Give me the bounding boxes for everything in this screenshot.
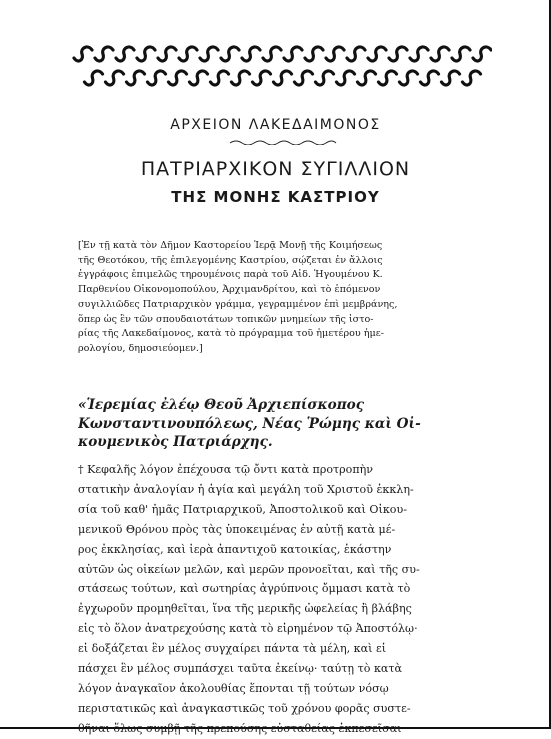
ornament-scroll [232, 71, 250, 85]
ornament-scroll [274, 71, 292, 85]
body-line: λόγον ἀναγκαῖον ἀκολουθίας ἕπονται τῇ τούτων νόσῳ [78, 681, 389, 695]
ornament-scroll [400, 71, 418, 85]
body-line: σία τοῦ καθ' ἡμᾶς Πατριαρχικοῦ, Ἀποστολικοῦ καὶ Οἰκου- [78, 502, 407, 516]
ornament-scroll [221, 47, 239, 61]
body-line: αὐτῶν ὡς οἰκείων μελῶν, καὶ μερῶν προνοεῖται, καὶ τῆς συ- [78, 562, 420, 576]
ornament-scroll [106, 71, 124, 85]
body-line: πάσχει ἓν μέλος συμπάσχει ταῦτα ἐκείνῳ· ταύτῃ τὸ κατὰ [78, 662, 402, 676]
heading-line: κουμενικὸς Πατριάρχης. [78, 434, 273, 450]
ornament-scroll [95, 47, 113, 61]
intro-line: ὅπερ ὡς ἓν τῶν σπουδαιοτάτων τοπικῶν μνημείων τῆς ἱστο- [78, 313, 374, 325]
intro-line: Παρθενίου Οἰκονομοπούλου, Ἀρχιμανδρίτου, καὶ τὸ ἑπόμενον [78, 284, 381, 296]
ornament-scroll [295, 71, 313, 85]
intro-line: συγιλλιῶδες Πατριαρχικὸν γράμμα, γεγραμμένον ἐπὶ μεμβράνης, [78, 298, 398, 310]
ornament-scroll [358, 71, 376, 85]
ornament-scroll [85, 71, 103, 85]
ornament-scroll [326, 47, 344, 61]
ornament-scroll [410, 47, 428, 61]
ornament-scroll [316, 71, 334, 85]
ornament-scroll [452, 47, 470, 61]
ornament-scroll [347, 47, 365, 61]
body-line: περιστατικῶς καὶ ἀναγκαστικῶς τοῦ χρόνου φορᾶς συστε- [78, 701, 411, 715]
ornament-scroll [211, 71, 229, 85]
ornament-scroll [284, 47, 302, 61]
intro-line: τῆς Θεοτόκου, τῆς ἐπιλεγομένης Καστρίου, σῴζεται ἐν ἄλλοις [78, 254, 383, 266]
heading-line: «Ἱερεμίας ἐλέῳ Θεοῦ Ἀρχιεπίσκοπος [78, 397, 364, 413]
ornament-scroll [242, 47, 260, 61]
decorative-ornament-band [72, 44, 492, 90]
ornament-scroll [442, 71, 460, 85]
ornament-scroll [463, 71, 481, 85]
document-title: ΠΑΤΡΙΑΡΧΙΚΟΝ ΣΥΓΙΛΛΙΟΝ [140, 158, 411, 180]
ornament-scroll [431, 47, 449, 61]
ornament-scroll [337, 71, 355, 85]
ornament-scroll [74, 47, 92, 61]
intro-line: ρολογίου, δημοσιεύομεν.] [78, 342, 203, 354]
body-line: θῆναι ὅλως συμβῇ τῆς πρεπούσης εὐσταθείας ἐκπεσεῖσαι [78, 721, 402, 735]
body-line: ρος ἐκκλησίας, καὶ ἱερὰ ἀπαντιχοῦ κατοικίας, ἑκάστην [78, 542, 392, 556]
ornament-scroll [253, 71, 271, 85]
ornament-scroll [148, 71, 166, 85]
ornament-scroll [169, 71, 187, 85]
intro-line: ρίας τῆς Λακεδαίμονος, κατὰ τὸ πρόγραμμα τοῦ ἡμετέρου ἡμε- [78, 328, 384, 340]
ornament-scroll [368, 47, 386, 61]
body-line: εἰ δοξάζεται ἓν μέλος συγχαίρει πάντα τὰ μέλη, καὶ εἰ [78, 642, 387, 656]
archive-title: ΑΡΧΕΙΟΝ ΛΑΚΕΔΑΙΜΟΝΟΣ [170, 117, 381, 133]
ornament-scroll [379, 71, 397, 85]
decorative-rule [228, 139, 338, 145]
ornament-scroll [158, 47, 176, 61]
ornament-scroll [389, 47, 407, 61]
intro-line: ἐγγράφοις ἐπιμελῶς τηρουμένοις παρὰ τοῦ Αἰδ. Ἡγουμένου Κ. [78, 269, 383, 281]
ornament-scroll [421, 71, 439, 85]
ornament-scroll [473, 47, 491, 61]
ornament-scroll [305, 47, 323, 61]
sigillion-body-text [78, 460, 478, 739]
ornament-scroll [263, 47, 281, 61]
body-line: μενικοῦ Θρόνου πρὸς τὰς ὑποκειμένας ἐν αὐτῇ κατὰ μέ- [78, 522, 396, 536]
ornament-scroll [200, 47, 218, 61]
intro-line: [Ἐν τῇ κατὰ τὸν Δῆμον Καστορείου Ἱερᾷ Μονῇ τῆς Κοιμήσεως [78, 240, 383, 251]
body-line: † Κεφαλῆς λόγον ἐπέχουσα τῷ ὄντι κατὰ προτροπὴν [78, 463, 374, 476]
body-line: στατικὴν ἀναλογίαν ἡ ἁγία καὶ μεγάλη τοῦ Χριστοῦ ἐκκλη- [78, 482, 414, 496]
ornament-scroll [137, 47, 155, 61]
ornament-scroll [116, 47, 134, 61]
ornament-scroll [127, 71, 145, 85]
introduction-paragraph [78, 239, 475, 357]
body-line: εἰς τὸ ὅλον ἀνατρεχούσης κατὰ τὸ εἰρημένον τῷ Ἀποστόλῳ· [78, 622, 418, 636]
body-line: ἐγχωροῦν προμηθεῖται, ἵνα τῆς μερικῆς ὠφελείας ἢ βλάβης [78, 602, 412, 616]
document-subtitle: ΤΗΣ ΜΟΝΗΣ ΚΑΣΤΡΙΟΥ [171, 188, 380, 206]
body-line: στάσεως τούτων, καὶ σωτηρίας ἀγρύπνοις ὄμμασι κατὰ τὸ [78, 582, 411, 596]
ornament-scroll [179, 47, 197, 61]
heading-line: Κωνσταντινουπόλεως, Νέας Ῥώμης καὶ Οἰ- [78, 415, 421, 432]
ornament-scroll [190, 71, 208, 85]
patriarch-heading [78, 396, 478, 452]
